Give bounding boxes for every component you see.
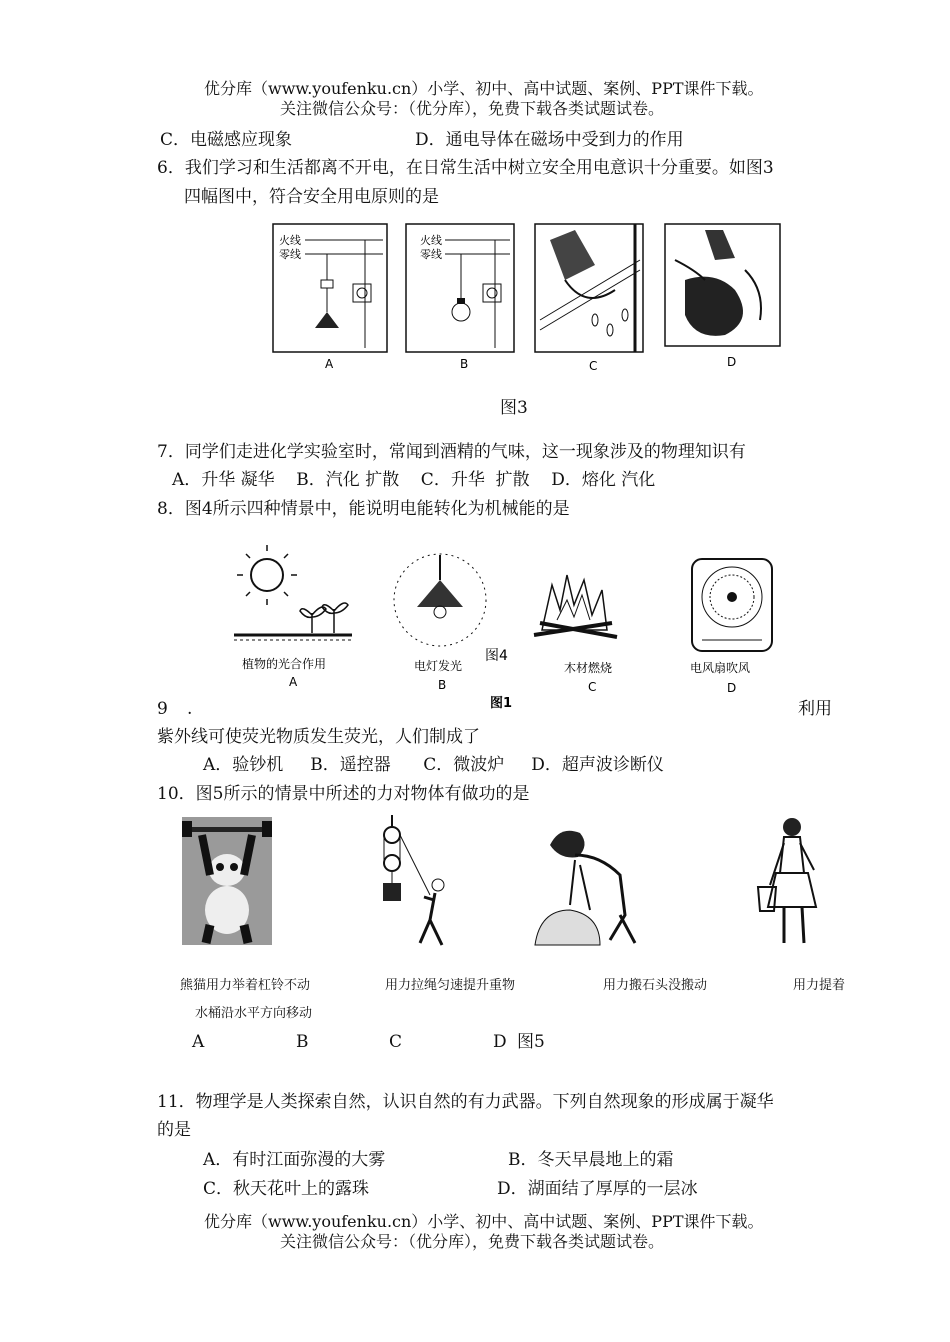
fig4-label: 图4 [485,648,508,664]
fig4-lamp-icon [394,554,486,646]
fig4-caption-b: 电灯发光 [414,659,463,673]
header-line-1: 优分库（www.youfenku.cn）小学、初中、高中试题、案例、PPT课件下载。 [204,79,764,98]
figure-5 [180,815,840,955]
fig3-letter-a: A [325,357,334,371]
q9-number: 9 [157,699,168,719]
fig5-bucket-icon [758,818,816,943]
q7-stem: 7．同学们走进化学实验室时，常闻到酒精的气味，这一现象涉及的物理知识有 [157,442,746,462]
fig5-letter-b: B [296,1032,309,1052]
q11-stem-line1: 11．物理学是人类探索自然，认识自然的有力武器。下列自然现象的形成属于凝华 [157,1092,774,1112]
header-line-2: 关注微信公众号：（优分库），免费下载各类试题试卷。 [280,99,665,118]
q11-option-a: A．有时江面弥漫的大雾 [203,1150,386,1170]
q9-options: A．验钞机 B．遥控器 C．微波炉 D．超声波诊断仪 [203,755,664,775]
figure-3 [265,220,785,380]
fig5-letter-d: D [493,1032,507,1052]
fig3-b-live-label: 火线 [420,234,442,247]
fig5-label: 图5 [517,1032,545,1052]
fig4-caption-c: 木材燃烧 [564,661,613,675]
fig4-letter-d: D [727,681,737,695]
fig3-panel-d [665,224,780,346]
q9-dot: . [187,699,193,719]
fig3-panel-c [535,224,643,352]
fig5-caption-d: 用力提着 [793,978,846,993]
fig5-caption-a: 熊猫用力举着杠铃不动 [180,978,311,993]
q7-options: A．升华 凝华 B．汽化 扩散 C．升华 扩散 D．熔化 汽化 [172,470,656,490]
fig5-panda-icon [182,817,272,945]
q6-stem-line1: 6．我们学习和生活都离不开电，在日常生活中树立安全用电意识十分重要。如图3 [157,158,774,178]
fig4-old-label: 图1 [490,696,513,711]
q11-stem-line2: 的是 [157,1120,191,1140]
fig5-letter-c: C [389,1032,403,1052]
fig4-fire-icon [534,575,617,637]
fig3-panel-a [273,224,387,352]
fig5-letter-a: A [192,1032,205,1052]
fig3-letter-d: D [727,355,737,369]
q5-option-c: C．电磁感应现象 [160,130,293,150]
fig5-pulley-icon [383,815,444,945]
fig3-b-neutral-label: 零线 [420,248,442,261]
fig4-plant-icon [300,603,348,633]
q11-option-d: D．湖面结了厚厚的一层冰 [497,1179,698,1199]
fig3-a-neutral-label: 零线 [279,248,301,261]
fig3-a-live-label: 火线 [279,234,301,247]
fig3-caption: 图3 [500,398,528,418]
fig5-stone-icon [535,831,635,945]
fig5-caption-c: 用力搬石头没搬动 [603,978,708,993]
footer-line-2: 关注微信公众号：（优分库），免费下载各类试题试卷。 [280,1232,665,1251]
q5-option-d: D．通电导体在磁场中受到力的作用 [415,130,684,150]
q9-tail: 利用 [798,699,832,719]
figure-4 [222,545,782,715]
fig5-caption-cont: 水桶沿水平方向移动 [195,1006,313,1021]
q11-option-c: C．秋天花叶上的露珠 [203,1179,370,1199]
footer-line-1: 优分库（www.youfenku.cn）小学、初中、高中试题、案例、PPT课件下载。 [204,1212,764,1231]
fig5-caption-b: 用力拉绳匀速提升重物 [385,978,516,993]
q10-stem: 10．图5所示的情景中所述的力对物体有做功的是 [157,784,530,804]
fig4-letter-b: B [438,678,447,692]
fig4-caption-d: 电风扇吹风 [690,661,751,675]
fig4-fan-icon [692,559,772,651]
q9-line2: 紫外线可使荧光物质发生荧光，人们制成了 [157,727,480,747]
fig4-letter-c: C [588,680,597,694]
q6-stem-line2: 四幅图中，符合安全用电原则的是 [184,187,439,207]
fig3-panel-b [406,224,514,352]
fig4-letter-a: A [289,675,298,689]
q11-option-b: B．冬天早晨地上的霜 [508,1150,674,1170]
fig4-caption-a: 植物的光合作用 [242,657,327,671]
fig3-letter-b: B [460,357,469,371]
fig4-sun-icon [237,545,297,605]
fig3-letter-c: C [589,359,598,373]
q8-stem: 8．图4所示四种情景中，能说明电能转化为机械能的是 [157,499,570,519]
